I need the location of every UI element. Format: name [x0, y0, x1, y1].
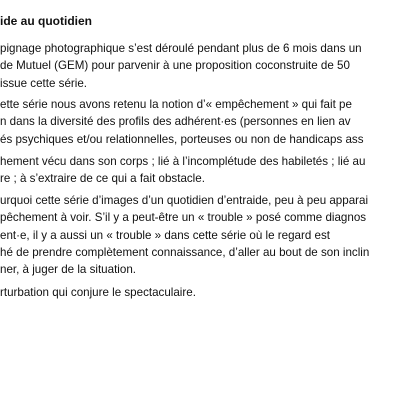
paragraph-line: ner, à juger de la situation. — [0, 263, 136, 277]
paragraph-line: rturbation qui conjure le spectaculaire. — [0, 286, 196, 299]
paragraph-line: re ; à s’extraire de ce qui a fait obstacle. — [0, 172, 205, 186]
paragraph-line: n dans la diversité des profils des adhérent·es (personnes en lien av — [0, 115, 351, 129]
paragraph-line: ette série nous avons retenu la notion d’« empêchement » qui fait pe — [0, 98, 352, 111]
paragraph-image-series — [0, 192, 400, 278]
paragraph-line: urquoi cette série d’images d’un quotidien d’entraide, peu à peu apparai — [0, 194, 369, 207]
paragraph-line: de Mutuel (GEM) pour parvenir à une proposition coconstruite de 50 — [0, 59, 350, 73]
paragraph-line: és psychiques et/ou relationnelles, porteuses ou non de handicaps ass — [0, 132, 364, 146]
paragraph-empechement-types — [0, 153, 400, 188]
paragraph-line: hement vécu dans son corps ; lié à l’incomplétude des habiletés ; lié au — [0, 155, 366, 168]
paragraph-perturbation — [0, 284, 400, 301]
paragraph-line: issue cette série. — [0, 76, 87, 90]
paragraph-line: ent·e, il y a aussi un « trouble » dans cette série où le regard est — [0, 228, 330, 242]
document-title: ide au quotidien — [0, 14, 92, 28]
paragraph-line: pêchement à voir. S’il y a peut-être un « trouble » posé comme diagnos — [0, 211, 367, 225]
paragraph-photo-project — [0, 40, 400, 92]
paragraph-line: hé de prendre complètement connaissance, d’aller au bout de son inclin — [0, 245, 370, 259]
paragraph-empechement-notion — [0, 96, 400, 148]
paragraph-line: pignage photographique s’est déroulé pendant plus de 6 mois dans un — [0, 42, 362, 55]
